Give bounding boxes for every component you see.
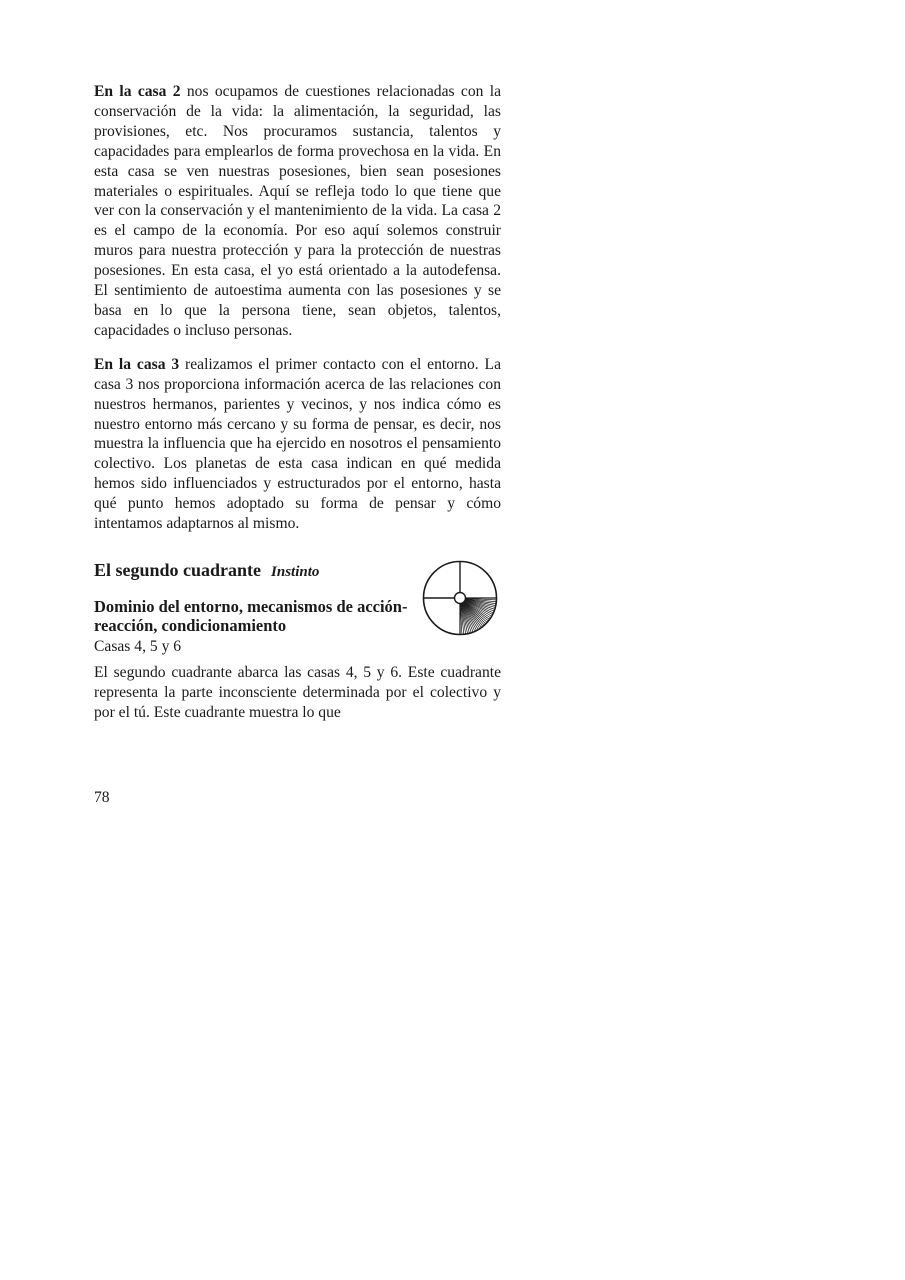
section-second-quadrant: [94, 559, 501, 663]
page-number: 78: [94, 789, 110, 806]
quadrant-hatching: [460, 598, 496, 634]
section-title-text: El segundo cuadrante: [94, 559, 262, 580]
paragraph-casa-2: [94, 82, 501, 341]
section-houses: Casas 4, 5 y 6: [94, 637, 182, 655]
paragraph-casa-3: [94, 355, 501, 534]
paragraph-lead: En la casa 3: [94, 355, 180, 373]
section-tag: Instinto: [271, 563, 320, 580]
paragraph-second-quadrant: El segundo cuadrante abarca las casas 4, 5 y 6. Este cuadrante representa la parte inconsciente determinada por el colectivo y por el tú. Este cuadrante muestra lo que: [94, 663, 501, 721]
section-subtitle: Dominio del entorno, mecanismos de acción-reacción, condicionamiento: [94, 596, 408, 635]
quadrant-circle-icon: [421, 559, 499, 637]
paragraph-body: realizamos el primer contacto con el entorno. La casa 3 nos proporciona información acerca de las relaciones con nuestros hermanos, parientes y vecinos, y nos indica cómo es nuestro entorno más cercano y su forma de pensar, es decir, nos muestra la influencia que ha ejercido en nosotros el pensamiento colectivo. Los planetas de esta casa indican en qué medida hemos sido influenciados y estructurados por el entorno, hasta qué punto hemos adoptado su forma de pensar y cómo intentamos adaptarnos al mismo.: [94, 355, 501, 533]
paragraph-lead: En la casa 2: [94, 83, 181, 100]
page-content: [94, 82, 501, 723]
paragraph-body: nos ocupamos de cuestiones relacionadas con la conservación de la vida: la alimentación, la seguridad, las provisiones, etc. Nos procuramos sustancia, talentos y capacidades para emplearlos de forma provechosa en la vida. En esta casa se ven nuestras posesiones, bien sean posesiones materiales o espirituales. Aquí se refleja todo lo que tiene que ver con la conservación y el mantenimiento de la vida. La casa 2 es el campo de la economía. Por eso aquí solemos construir muros para nuestra protección y para la protección de nuestras posesiones. En esta casa, el yo está orientado a la autodefensa. El sentimiento de autoestima aumenta con las posesiones y se basa en lo que la persona tiene, sean objetos, talentos, capacidades o incluso personas.: [94, 83, 501, 339]
